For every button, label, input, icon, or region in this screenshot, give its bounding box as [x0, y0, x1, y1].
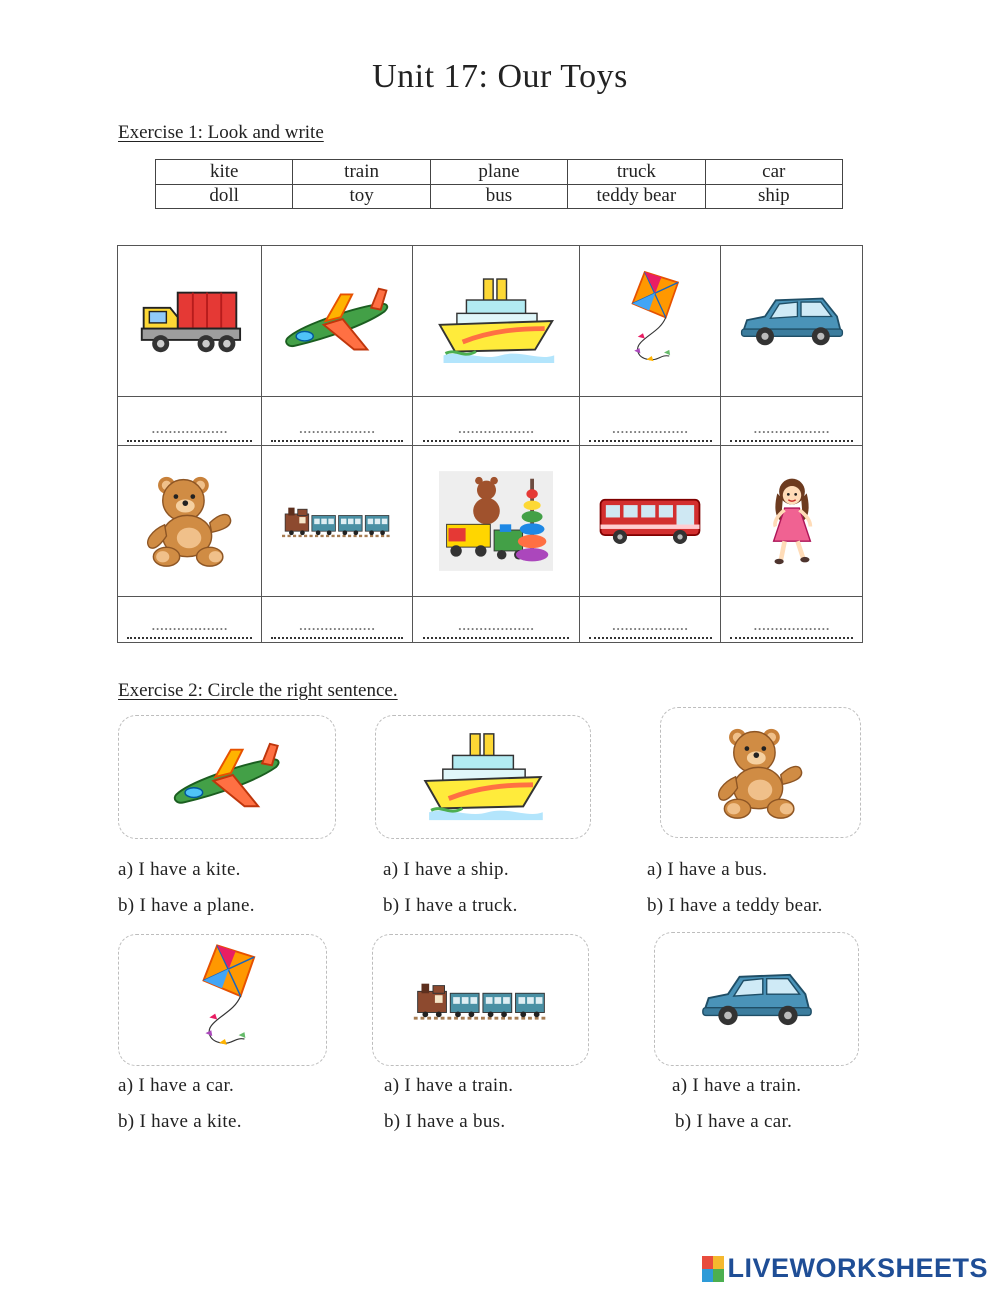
option-a[interactable]: a) I have a train. — [384, 1075, 514, 1096]
word-bank-word: train — [293, 160, 430, 185]
picture-cell — [412, 246, 579, 396]
truck-icon — [138, 283, 242, 359]
picture-card — [660, 707, 861, 838]
answer-input[interactable] — [271, 613, 403, 639]
picture-cell — [412, 445, 579, 596]
answer-cell — [720, 396, 862, 445]
logo-badge-square — [702, 1256, 713, 1269]
picture-cell — [118, 246, 261, 396]
logo-badge-icon — [702, 1256, 724, 1282]
word-bank-word: car — [705, 160, 842, 185]
answer-cell — [261, 596, 412, 642]
word-bank — [155, 159, 843, 209]
option-b[interactable]: b) I have a teddy bear. — [647, 895, 823, 916]
option-a[interactable]: a) I have a kite. — [118, 859, 241, 880]
picture-cell — [579, 246, 720, 396]
option-b[interactable]: b) I have a car. — [675, 1111, 793, 1132]
picture-card — [118, 715, 336, 839]
teddy-bear-icon — [138, 474, 242, 568]
exercise-1-heading: Exercise 1: Look and write — [118, 122, 324, 143]
picture-cell — [118, 445, 261, 596]
word-bank-word: teddy bear — [568, 184, 705, 209]
picture-card — [118, 934, 327, 1066]
picture-grid — [117, 245, 863, 643]
option-a[interactable]: a) I have a bus. — [647, 859, 768, 880]
picture-cell — [261, 246, 412, 396]
teddy-bear-icon — [709, 726, 813, 820]
option-b[interactable]: b) I have a bus. — [384, 1111, 506, 1132]
word-bank-word: toy — [293, 184, 430, 209]
answer-cell — [412, 596, 579, 642]
word-bank-word: ship — [705, 184, 842, 209]
word-bank-row — [156, 160, 843, 185]
picture-cell — [579, 445, 720, 596]
option-a[interactable]: a) I have a train. — [672, 1075, 802, 1096]
answer-input[interactable] — [423, 416, 568, 442]
bus-icon — [597, 494, 703, 548]
logo-badge-square — [702, 1269, 713, 1282]
logo-badge-square — [713, 1256, 724, 1269]
word-bank-word: bus — [430, 184, 567, 209]
kite-icon — [184, 941, 262, 1059]
option-b[interactable]: b) I have a truck. — [383, 895, 518, 916]
picture-card — [372, 934, 589, 1066]
page-title: Unit 17: Our Toys — [372, 58, 628, 95]
answer-cell — [720, 596, 862, 642]
answer-cell — [118, 596, 261, 642]
answer-cell — [261, 396, 412, 445]
car-icon — [699, 965, 815, 1033]
answer-cell — [412, 396, 579, 445]
answer-input[interactable] — [127, 613, 253, 639]
exercise-2-heading: Exercise 2: Circle the right sentence. — [118, 680, 398, 701]
kite-icon — [615, 268, 685, 374]
option-a[interactable]: a) I have a car. — [118, 1075, 235, 1096]
doll-icon — [764, 475, 820, 567]
car-icon — [738, 289, 846, 353]
option-b[interactable]: b) I have a kite. — [118, 1111, 242, 1132]
toys-icon — [439, 470, 553, 572]
answer-cell — [579, 396, 720, 445]
picture-cell — [720, 445, 862, 596]
picture-card — [654, 932, 859, 1066]
word-bank-word: plane — [430, 160, 567, 185]
picture-cell — [720, 246, 862, 396]
plane-icon — [280, 283, 394, 359]
ship-icon — [434, 273, 558, 369]
answer-input[interactable] — [730, 613, 854, 639]
answer-cell — [118, 396, 261, 445]
option-b[interactable]: b) I have a plane. — [118, 895, 255, 916]
train-icon — [282, 501, 392, 541]
answer-input[interactable] — [271, 416, 403, 442]
answer-input[interactable] — [589, 613, 712, 639]
word-bank-word: kite — [156, 160, 293, 185]
liveworksheets-logo — [702, 1253, 988, 1284]
word-bank-word: doll — [156, 184, 293, 209]
answer-cell — [579, 596, 720, 642]
answer-input[interactable] — [423, 613, 568, 639]
train-icon — [413, 976, 549, 1024]
logo-text: LIVEWORKSHEETS — [727, 1253, 988, 1283]
ship-icon — [419, 728, 547, 826]
logo-badge-square — [713, 1269, 724, 1282]
picture-card — [375, 715, 591, 839]
answer-input[interactable] — [589, 416, 712, 442]
answer-input[interactable] — [730, 416, 854, 442]
plane-icon — [168, 738, 286, 816]
word-bank-word: truck — [568, 160, 705, 185]
word-bank-row — [156, 184, 843, 209]
answer-input[interactable] — [127, 416, 253, 442]
option-a[interactable]: a) I have a ship. — [383, 859, 509, 880]
picture-cell — [261, 445, 412, 596]
